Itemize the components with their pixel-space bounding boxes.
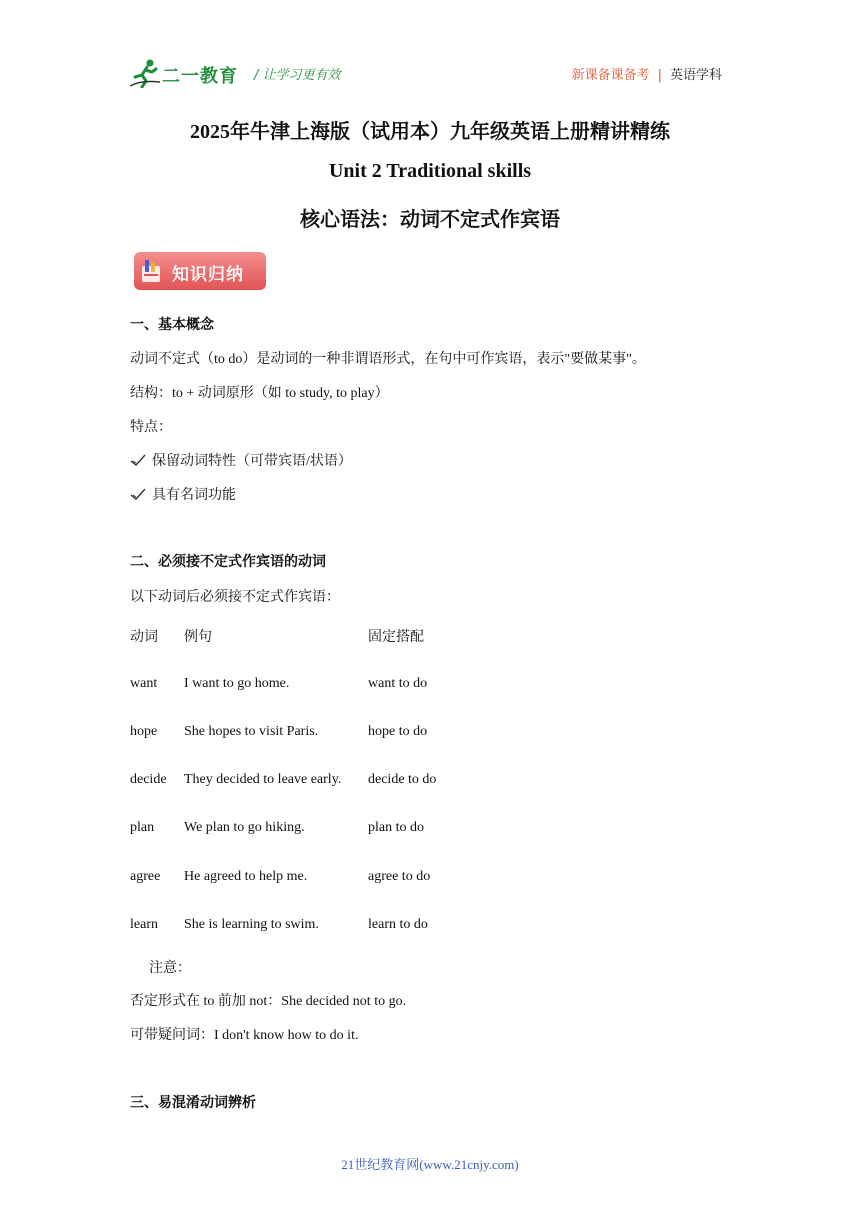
collocation-cell: want to do xyxy=(368,676,428,691)
feature-item xyxy=(130,450,352,470)
collocation-cell: hope to do xyxy=(368,724,428,739)
header-subject: 英语学科 xyxy=(669,68,722,83)
section1-heading: 一、基本概念 xyxy=(130,317,214,333)
example-cell: She hopes to visit Paris. xyxy=(184,724,319,739)
example-cell: She is learning to swim. xyxy=(184,917,319,932)
header-divider: | xyxy=(657,68,662,83)
note-label: 注意： xyxy=(149,961,191,976)
checkmark-icon xyxy=(130,487,146,504)
unit-title: Unit 2 Traditional skills xyxy=(328,160,532,182)
example-cell: They decided to leave early. xyxy=(184,772,342,787)
structure-text: 结构：to + 动词原形（如 to study, to play） xyxy=(130,386,389,401)
note-item: 可带疑问词：I don't know how to do it. xyxy=(130,1028,359,1043)
verb-cell: decide xyxy=(130,772,167,787)
collocation-cell: learn to do xyxy=(368,917,428,932)
page-header xyxy=(130,56,722,90)
collocation-cell: agree to do xyxy=(368,869,431,884)
column-header: 固定搭配 xyxy=(368,630,424,645)
header-label: 新课备课备考 xyxy=(571,68,650,83)
badge-label: 知识归纳 xyxy=(172,265,244,285)
column-header: 动词 xyxy=(130,630,158,645)
collocation-cell: plan to do xyxy=(368,820,424,835)
book-icon xyxy=(140,258,162,284)
example-cell: He agreed to help me. xyxy=(184,869,308,884)
section2-heading: 二、必须接不定式作宾语的动词 xyxy=(130,554,326,570)
verb-cell: agree xyxy=(130,869,161,884)
verb-cell: learn xyxy=(130,917,158,932)
logo-text: 二一教育 xyxy=(162,66,238,87)
verb-cell: hope xyxy=(130,724,158,739)
feature-item xyxy=(130,484,236,504)
header-slogan: / 让学习更有效 xyxy=(254,68,341,83)
definition-text: 动词不定式（to do）是动词的一种非谓语形式，在句中可作宾语，表示"要做某事"。 xyxy=(130,352,646,367)
knowledge-summary-badge xyxy=(134,252,266,290)
section3-heading: 三、易混淆动词辨析 xyxy=(130,1095,256,1111)
checkmark-icon xyxy=(130,453,146,470)
collocation-cell: decide to do xyxy=(368,772,437,787)
runner-logo-icon xyxy=(130,58,162,88)
feature-text: 保留动词特性（可带宾语/状语） xyxy=(152,454,352,469)
column-header: 例句 xyxy=(184,630,212,645)
verb-cell: plan xyxy=(130,820,155,835)
header-right xyxy=(572,64,722,83)
page-footer: 21世纪教育网(www.21cnjy.com) xyxy=(341,1157,519,1172)
logo xyxy=(130,58,250,90)
section2-intro: 以下动词后必须接不定式作宾语： xyxy=(130,590,340,605)
document-title: 2025年牛津上海版（试用本）九年级英语上册精讲精练 xyxy=(190,121,670,143)
example-cell: We plan to go hiking. xyxy=(184,820,305,835)
features-label: 特点： xyxy=(130,420,172,435)
note-item: 否定形式在 to 前加 not：She decided not to go. xyxy=(130,994,407,1009)
topic-title: 核心语法：动词不定式作宾语 xyxy=(300,207,560,231)
verb-cell: want xyxy=(130,676,158,691)
example-cell: I want to go home. xyxy=(184,676,290,691)
feature-text: 具有名词功能 xyxy=(152,488,236,503)
